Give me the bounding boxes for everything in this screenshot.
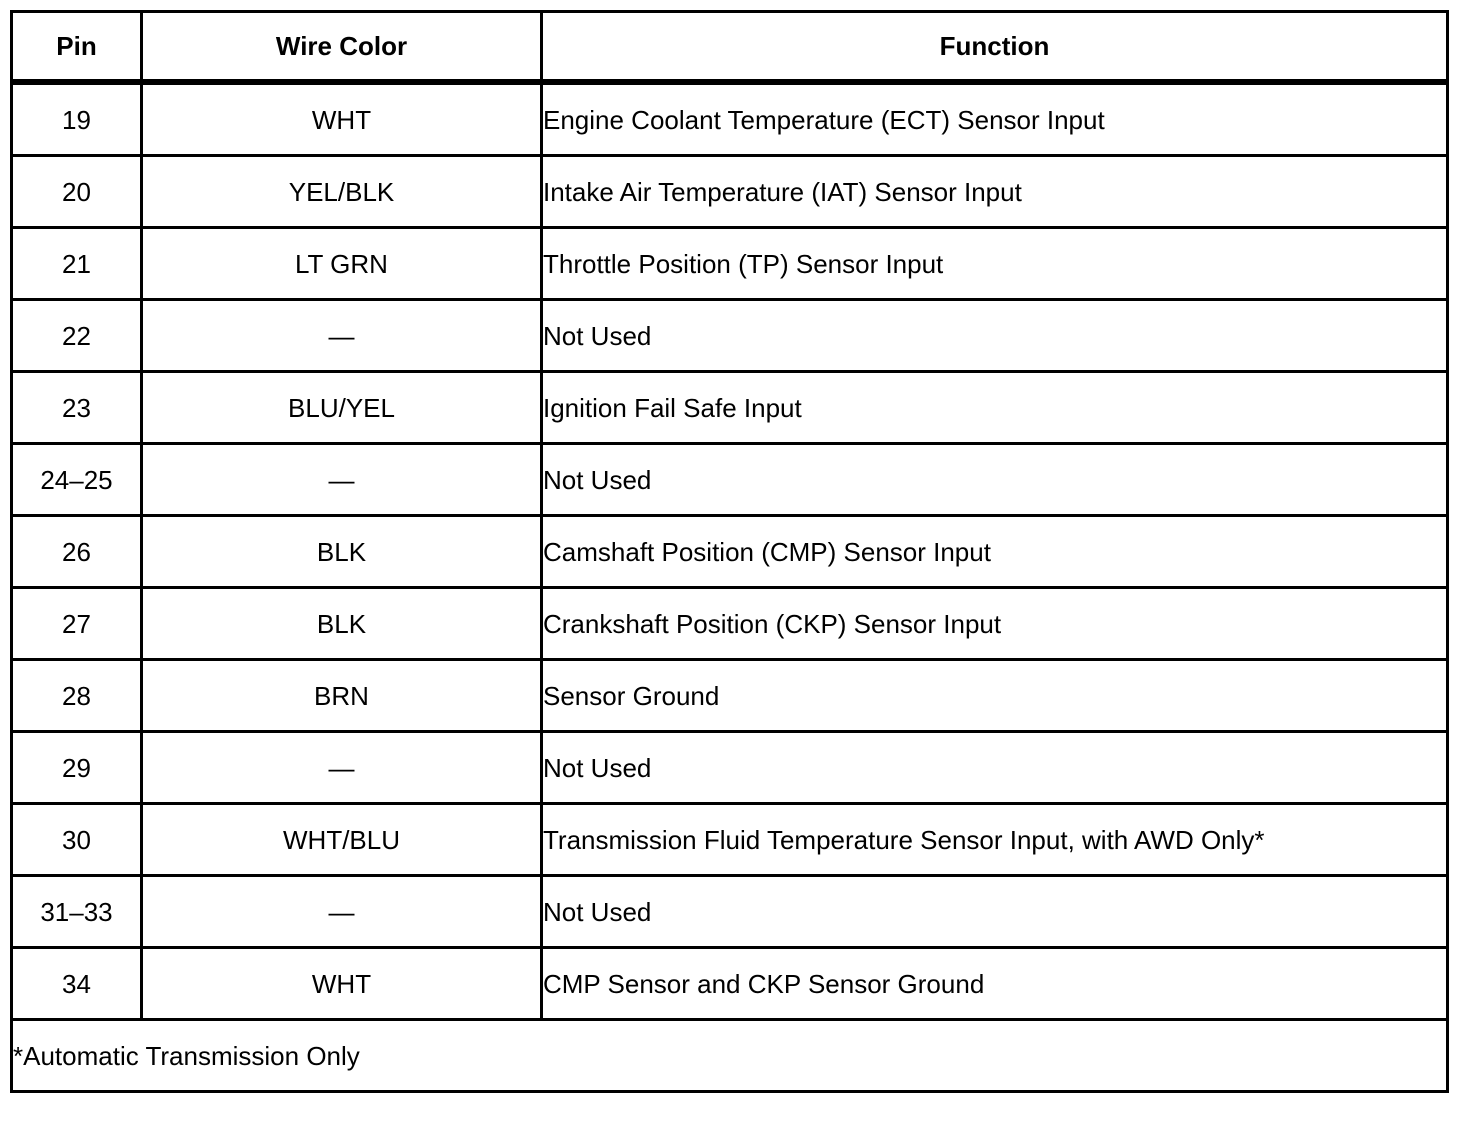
- pin-cell: 30: [12, 804, 142, 876]
- header-pin: Pin: [12, 12, 142, 83]
- wire-color-cell: WHT: [142, 82, 542, 156]
- pin-cell: 31–33: [12, 876, 142, 948]
- wire-color-cell: BLK: [142, 516, 542, 588]
- table-row: [12, 804, 1448, 876]
- function-cell: Engine Coolant Temperature (ECT) Sensor Input: [542, 82, 1448, 156]
- pin-cell: 19: [12, 82, 142, 156]
- pin-cell: 27: [12, 588, 142, 660]
- table-row: [12, 300, 1448, 372]
- pin-cell: 20: [12, 156, 142, 228]
- pin-function-table: [10, 10, 1449, 1093]
- wire-color-cell: —: [142, 444, 542, 516]
- table-row: [12, 444, 1448, 516]
- wire-color-cell: LT GRN: [142, 228, 542, 300]
- function-cell: Sensor Ground: [542, 660, 1448, 732]
- header-wire-color: Wire Color: [142, 12, 542, 83]
- wire-color-cell: YEL/BLK: [142, 156, 542, 228]
- wire-color-cell: —: [142, 876, 542, 948]
- pin-cell: 26: [12, 516, 142, 588]
- table-row: [12, 516, 1448, 588]
- table-row: [12, 732, 1448, 804]
- pin-cell: 22: [12, 300, 142, 372]
- pin-cell: 23: [12, 372, 142, 444]
- pin-cell: 34: [12, 948, 142, 1020]
- function-cell: Intake Air Temperature (IAT) Sensor Input: [542, 156, 1448, 228]
- table-row: [12, 82, 1448, 156]
- header-function: Function: [542, 12, 1448, 83]
- header-row: [12, 12, 1448, 83]
- function-cell: Not Used: [542, 444, 1448, 516]
- pin-cell: 28: [12, 660, 142, 732]
- function-cell: Not Used: [542, 732, 1448, 804]
- pin-cell: 21: [12, 228, 142, 300]
- wire-color-cell: —: [142, 732, 542, 804]
- function-cell: Throttle Position (TP) Sensor Input: [542, 228, 1448, 300]
- function-cell: Ignition Fail Safe Input: [542, 372, 1448, 444]
- function-cell: Not Used: [542, 300, 1448, 372]
- pin-cell: 29: [12, 732, 142, 804]
- table-row: [12, 228, 1448, 300]
- wire-color-cell: WHT/BLU: [142, 804, 542, 876]
- wire-color-cell: BLU/YEL: [142, 372, 542, 444]
- function-cell: Transmission Fluid Temperature Sensor Input, with AWD Only*: [542, 804, 1448, 876]
- table-row: [12, 660, 1448, 732]
- table-row: [12, 588, 1448, 660]
- function-cell: Crankshaft Position (CKP) Sensor Input: [542, 588, 1448, 660]
- footnote: *Automatic Transmission Only: [12, 1020, 1448, 1092]
- function-cell: Camshaft Position (CMP) Sensor Input: [542, 516, 1448, 588]
- table-row: [12, 948, 1448, 1020]
- table-row: [12, 372, 1448, 444]
- table-row: [12, 876, 1448, 948]
- function-cell: CMP Sensor and CKP Sensor Ground: [542, 948, 1448, 1020]
- pin-cell: 24–25: [12, 444, 142, 516]
- function-cell: Not Used: [542, 876, 1448, 948]
- wire-color-cell: —: [142, 300, 542, 372]
- footnote-row: [12, 1020, 1448, 1092]
- wire-color-cell: BLK: [142, 588, 542, 660]
- table-row: [12, 156, 1448, 228]
- wire-color-cell: WHT: [142, 948, 542, 1020]
- wire-color-cell: BRN: [142, 660, 542, 732]
